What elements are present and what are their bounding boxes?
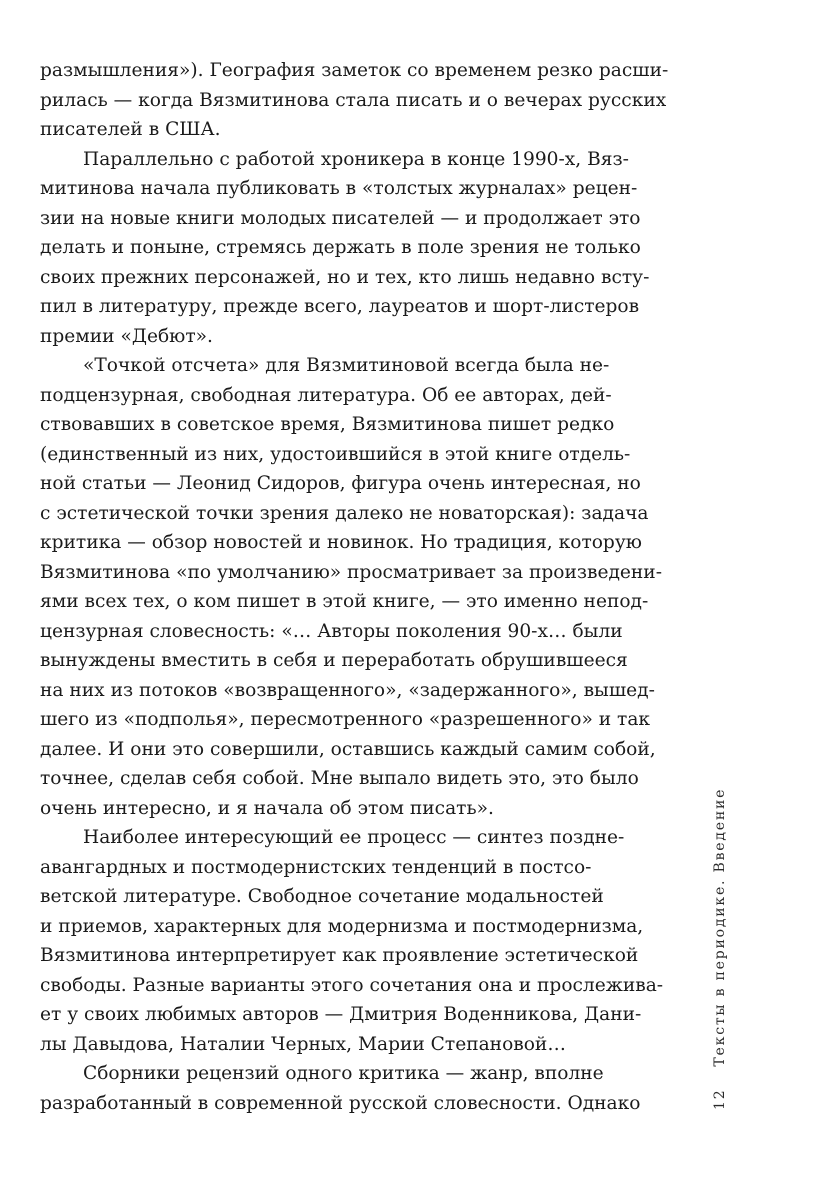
text-line: разработанный в современной русской словесности. Однако — [40, 1092, 641, 1114]
paragraph-first-line: Сборники рецензий одного критика — жанр, вполне — [83, 1063, 604, 1084]
body-text — [40, 56, 670, 1118]
text-line: Вязмитинова «по умолчанию» просматривает за произведени- — [40, 561, 662, 583]
paragraph-first-line: Параллельно с работой хроникера в конце 1990-х, Вяз- — [83, 148, 629, 170]
text-line: ет у своих любимых авторов — Дмитрия Воденникова, Дани- — [40, 1004, 642, 1025]
text-line: очень интересно, и я начала об этом писать». — [40, 797, 494, 819]
text-line: с эстетической точки зрения далеко не новаторская): задача — [40, 502, 649, 524]
text-line: размышления»). География заметок со временем резко расши- — [40, 60, 669, 81]
text-line: рилась — когда Вязмитинова стала писать и о вечерах русских — [40, 89, 667, 111]
text-line: цензурная словесность: «… Авторы поколения 90-х… были — [40, 620, 623, 642]
text-line: ной статьи — Леонид Сидоров, фигура очень интересная, но — [40, 473, 641, 494]
text-line: (единственный из них, удостоившийся в этой книге отдель- — [40, 443, 631, 465]
text-line: вынуждены вместить в себя и переработать обрушившееся — [40, 650, 628, 671]
text-line: далее. И они это совершили, оставшись каждый самим собой, — [40, 738, 656, 760]
text-line: и приемов, характерных для модернизма и постмодернизма, — [40, 915, 644, 937]
text-line: на них из потоков «возвращенного», «задержанного», вышед- — [40, 679, 655, 701]
text-line: точнее, сделав себя собой. Мне выпало видеть это, это было — [40, 768, 639, 789]
text-line: делать и поныне, стремясь держать в поле зрения не только — [40, 237, 641, 258]
text-line: ствовавших в советское время, Вязмитинова пишет редко — [40, 414, 615, 435]
text-line: Вязмитинова интерпретирует как проявление эстетической — [40, 945, 639, 966]
page-number: 12 — [712, 1088, 728, 1110]
running-head — [712, 788, 728, 1110]
text-line: писателей в США. — [40, 119, 221, 140]
text-line: критика — обзор новостей и новинок. Но традиция, которую — [40, 532, 642, 553]
text-line: подцензурная, свободная литература. Об ее авторах, дей- — [40, 384, 612, 406]
text-line: шего из «подполья», пересмотренного «разрешенного» и так — [40, 709, 651, 730]
text-line: премии «Дебют». — [40, 325, 213, 347]
text-line: свободы. Разные варианты этого сочетания она и прослежива- — [40, 974, 664, 996]
text-line: пил в литературу, прежде всего, лауреатов и шорт-листеров — [40, 296, 640, 317]
text-line: митинова начала публиковать в «толстых журналах» рецен- — [40, 178, 638, 199]
text-line: лы Давыдова, Наталии Черных, Марии Степановой… — [40, 1033, 566, 1055]
text-line: ветской литературе. Свободное сочетание модальностей — [40, 886, 604, 907]
text-line: зии на новые книги молодых писателей — и продолжает это — [40, 207, 641, 229]
paragraph-first-line: «Точкой отсчета» для Вязмитиновой всегда была не- — [83, 355, 610, 376]
section-title: Тексты в периодике. Введение — [712, 787, 728, 1067]
text-line: ями всех тех, о ком пишет в этой книге, — это именно непод- — [40, 591, 649, 612]
paragraph-first-line: Наиболее интересующий ее процесс — синтез поздне- — [83, 827, 625, 848]
text-line: своих прежних персонажей, но и тех, кто лишь недавно всту- — [40, 266, 650, 288]
text-line: авангардных и постмодернистских тенденций в постсо- — [40, 856, 592, 878]
